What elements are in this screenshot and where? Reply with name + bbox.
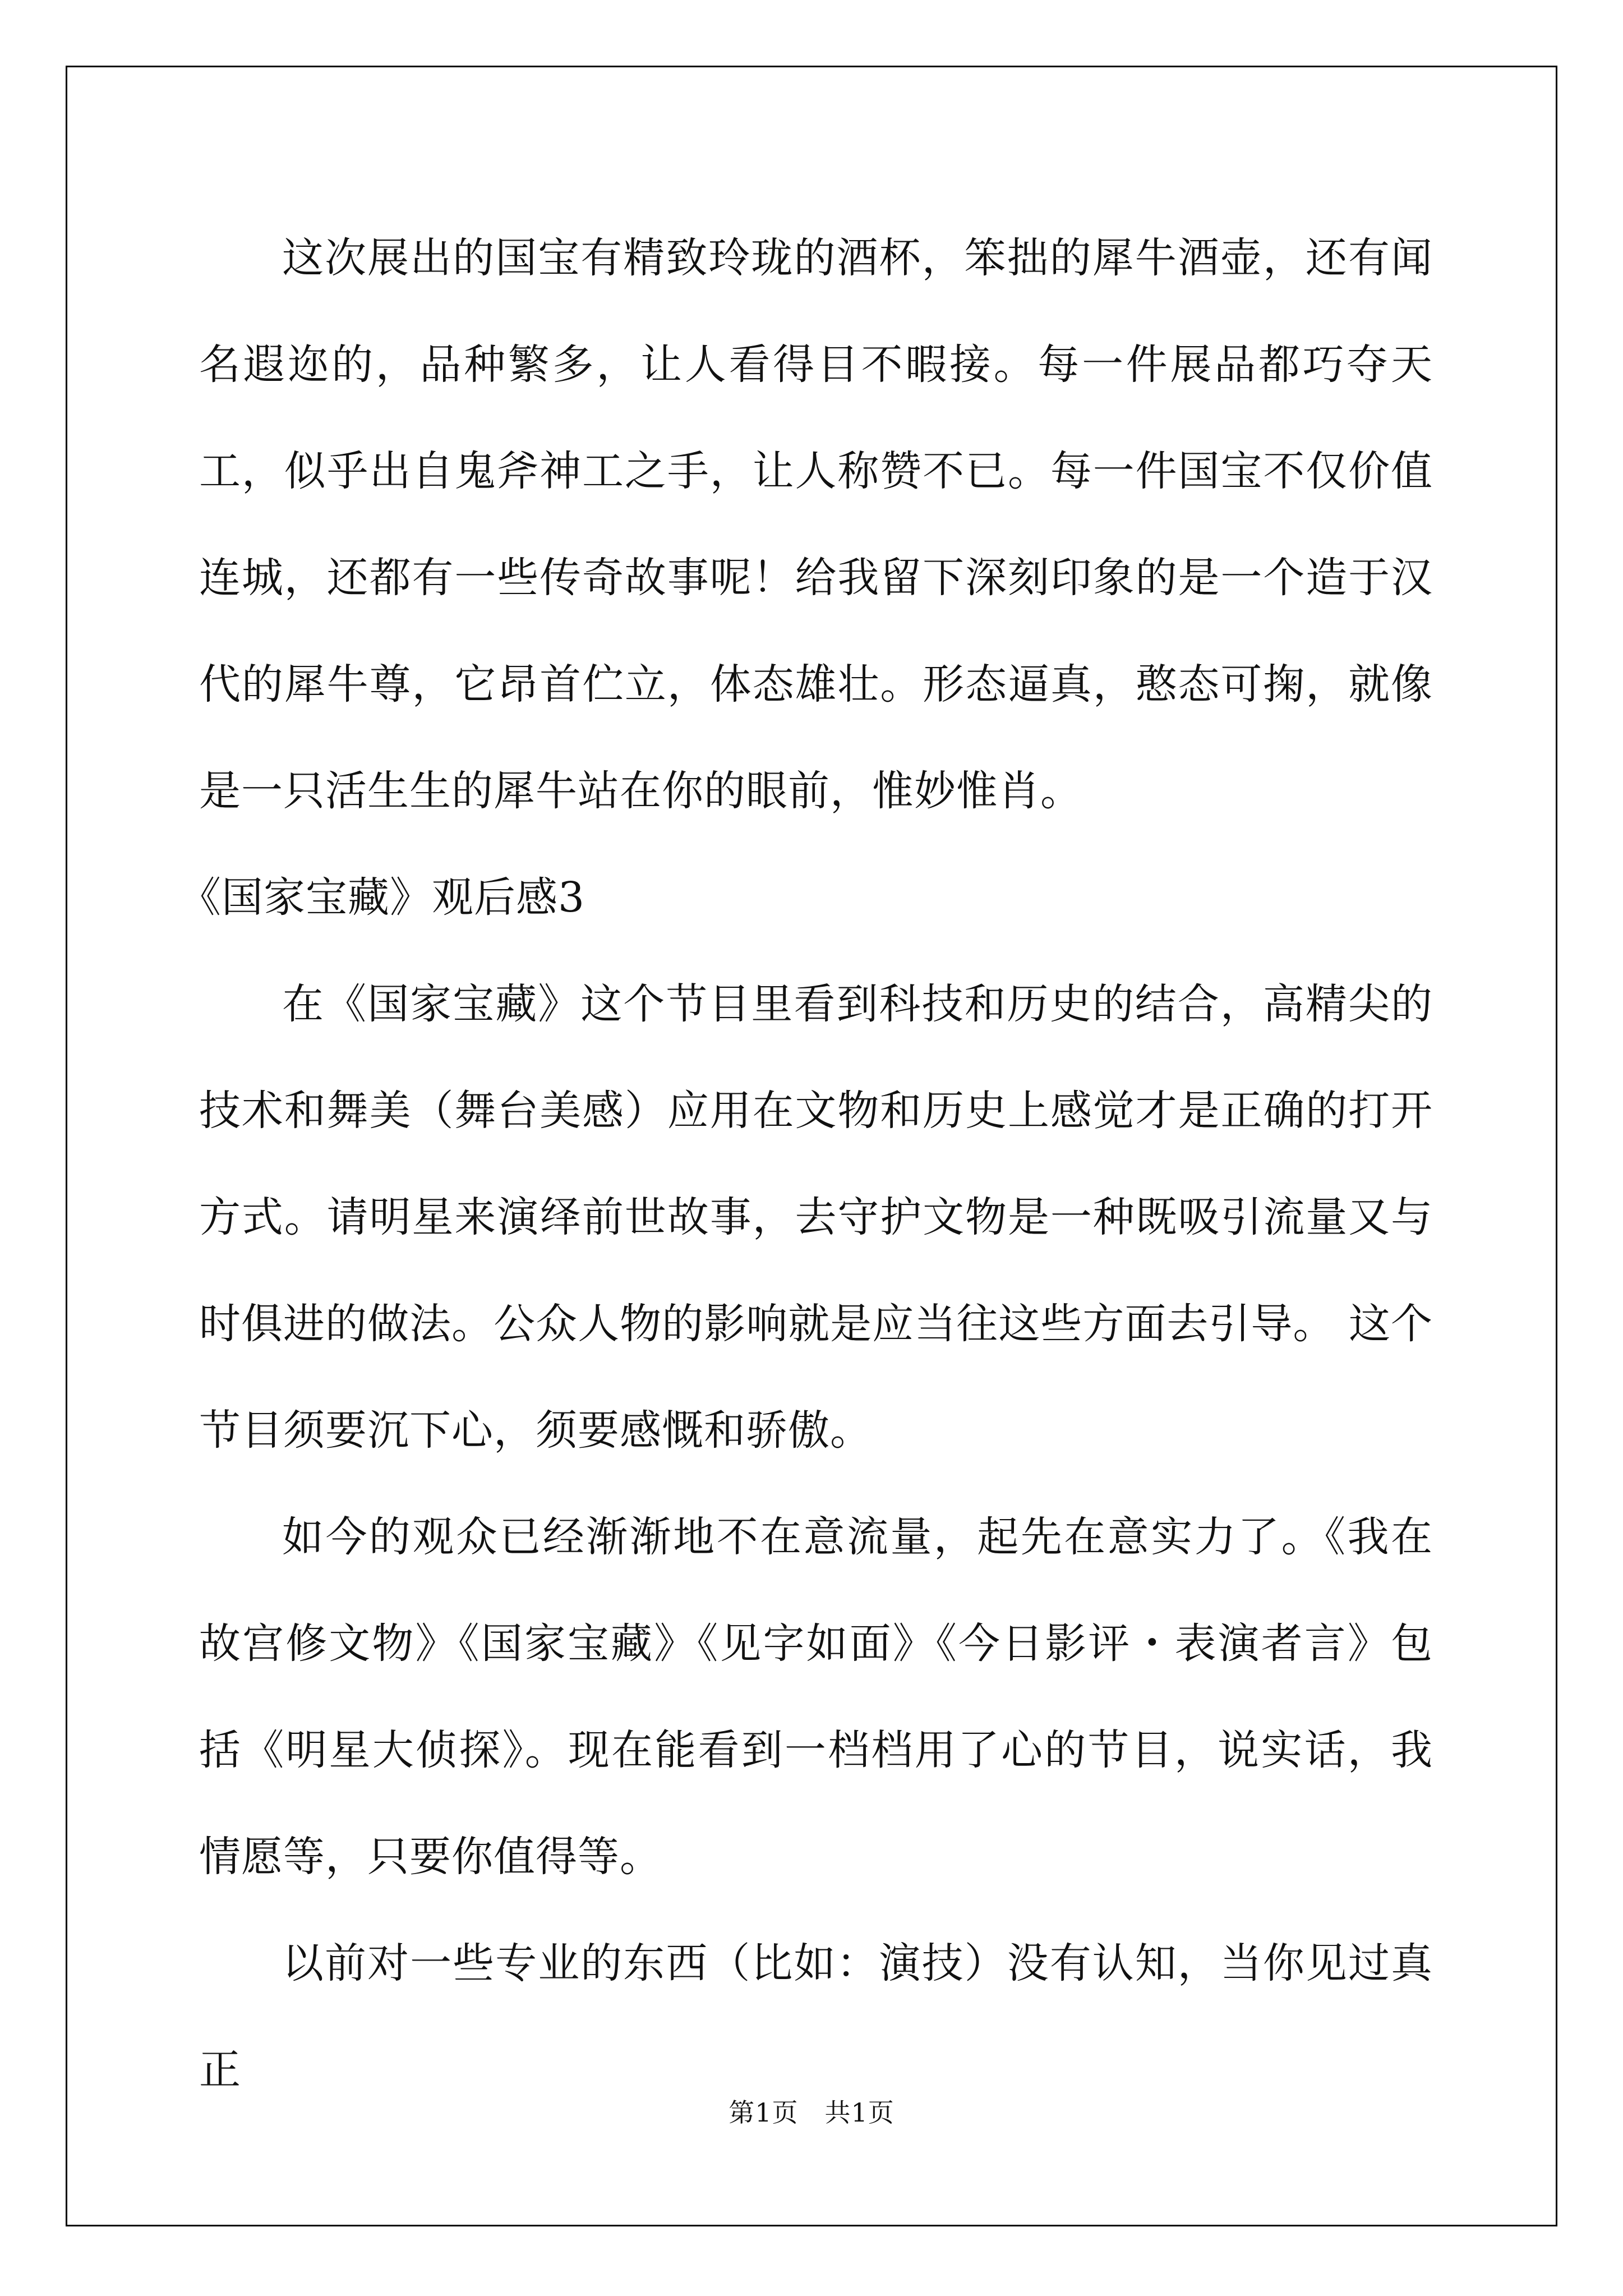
document-body xyxy=(179,205,1433,2123)
paragraph: 如今的观众已经渐渐地不在意流量，起先在意实力了。《我在故宫修文物》《国家宝藏》《见字如面》《今日影评・表演者言》包括《明星大侦探》。现在能看到一档档用了心的节目，说实话，我情愿等，只要你值得等。 xyxy=(199,1513,1433,1881)
paragraph: 在《国家宝藏》这个节目里看到科技和历史的结合，高精尖的技术和舞美（舞台美感）应用在文物和历史上感觉才是正确的打开方式。请明星来演绎前世故事，去守护文物是一种既吸引流量又与时俱进的做法。公众人物的影响就是应当往这些方面去引导。 这个节目须要沉下心，须要感慨和骄傲。 xyxy=(199,980,1433,1455)
paragraph: 这次展出的国宝有精致玲珑的酒杯，笨拙的犀牛酒壶，还有闻名遐迩的，品种繁多，让人看得目不暇接。每一件展品都巧夺天工，似乎出自鬼斧神工之手，让人称赞不已。每一件国宝不仅价值连城，还都有一些传奇故事呢！给我留下深刻印象的是一个造于汉代的犀牛尊，它昂首伫立，体态雄壮。形态逼真，憨态可掬，就像是一只活生生的犀牛站在你的眼前，惟妙惟肖。 xyxy=(199,234,1433,815)
paragraph: 以前对一些专业的东西（比如：演技）没有认知，当你见过真正 xyxy=(199,1939,1433,2094)
section-heading: 《国家宝藏》观后感3 xyxy=(179,873,585,922)
page-number-footer: 第1页 共1页 xyxy=(728,2097,895,2128)
